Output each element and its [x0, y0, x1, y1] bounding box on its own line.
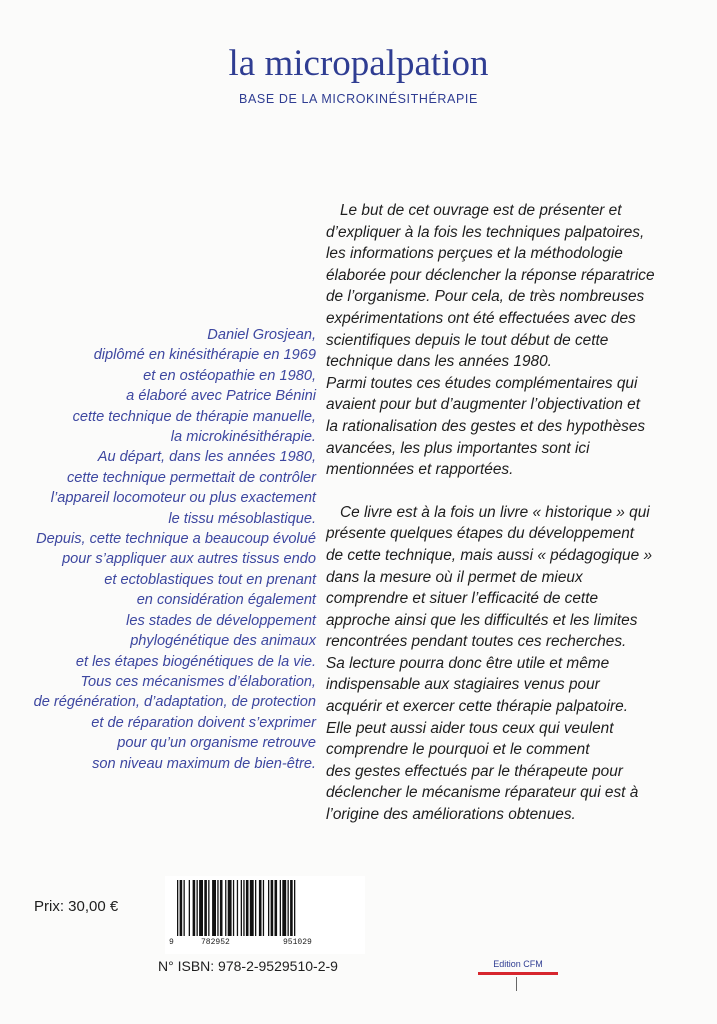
- bio-line: phylogénétique des animaux: [130, 633, 316, 650]
- bio-line: les stades de développement: [126, 612, 316, 629]
- text-line: Elle peut aussi aider tous ceux qui veulent: [326, 719, 614, 737]
- text-line: comprendre le pourquoi et le comment: [326, 741, 590, 759]
- text-line: Le but de cet ouvrage est de présenter et: [340, 202, 622, 219]
- bio-line: la microkinésithérapie.: [170, 429, 316, 446]
- text-line: approche ainsi que les difficultés et les limites: [326, 611, 638, 629]
- bio-line: et en ostéopathie en 1980,: [143, 367, 316, 384]
- bio-line: son niveau maximum de bien-être.: [92, 755, 316, 772]
- text-line: scientifiques depuis le tout début de cette: [326, 331, 609, 349]
- bio-line: Depuis, cette technique a beaucoup évolué: [36, 531, 316, 548]
- bio-line: diplômé en kinésithérapie en 1969: [93, 347, 316, 364]
- price-label: Prix: 30,00 €: [34, 898, 119, 915]
- bio-line: Au départ, dans les années 1980,: [97, 449, 316, 466]
- bio-line: et les étapes biogénétiques de la vie.: [75, 653, 316, 670]
- text-line: Parmi toutes ces études complémentaires qui: [326, 374, 638, 392]
- text-line: indispensable aux stagiaires venus pour: [326, 676, 600, 694]
- description-paragraph-2: [326, 502, 698, 826]
- text-line: avancées, les plus importantes sont ici: [326, 439, 590, 457]
- publisher-name: Edition CFM: [493, 959, 543, 969]
- isbn-label: N° ISBN: 978-2-9529510-2-9: [158, 958, 338, 974]
- text-line: dans la mesure où il permet de mieux: [326, 568, 583, 586]
- text-line: des gestes effectués par le thérapeute pour: [326, 762, 623, 780]
- bio-line: et ectoblastiques tout en prenant: [104, 571, 316, 588]
- book-title: la micropalpation: [228, 43, 489, 84]
- bio-line: pour s’appliquer aux autres tissus endo: [62, 551, 316, 568]
- text-line: avaient pour but d’augmenter l’objectivation et: [326, 396, 640, 414]
- text-line: technique dans les années 1980.: [326, 353, 552, 371]
- bio-line: le tissu mésoblastique.: [168, 510, 316, 527]
- back-cover-description: [326, 200, 698, 826]
- author-bio: [26, 325, 316, 774]
- barcode-bars: [165, 876, 365, 938]
- text-line: Ce livre est à la fois un livre « historique » qui: [340, 503, 650, 521]
- text-line: mentionnées et rapportées.: [326, 461, 514, 479]
- text-line: élaborée pour déclencher la réponse réparatrice: [326, 266, 655, 284]
- barcode-digits-left: 782952: [201, 938, 230, 947]
- text-line: présente quelques étapes du développement: [326, 525, 635, 543]
- bio-line: en considération également: [136, 592, 316, 609]
- text-line: comprendre et situer l’efficacité de cette: [326, 590, 599, 608]
- bio-line: cette technique permettait de contrôler: [66, 469, 316, 486]
- text-line: d’expliquer à la fois les techniques palpatoires,: [326, 223, 645, 241]
- barcode-digit-prefix: 9: [169, 938, 174, 947]
- text-line: l’origine des améliorations obtenues.: [326, 806, 576, 824]
- description-paragraph-1: [326, 200, 698, 481]
- bio-line: Tous ces mécanismes d’élaboration,: [80, 673, 316, 690]
- text-line: Sa lecture pourra donc être utile et même: [326, 654, 610, 672]
- divider: [516, 977, 517, 991]
- text-line: acquérir et exercer cette thérapie palpatoire.: [326, 698, 628, 716]
- bio-line: et de réparation doivent s’exprimer: [91, 714, 316, 731]
- text-line: les informations perçues et la méthodologie: [326, 245, 623, 263]
- bio-line: cette technique de thérapie manuelle,: [72, 408, 316, 425]
- book-subtitle: BASE DE LA MICROKINÉSITHÉRAPIE: [239, 92, 478, 106]
- bio-line: pour qu’un organisme retrouve: [117, 735, 316, 752]
- text-line: de cette technique, mais aussi « pédagogique »: [326, 546, 652, 564]
- text-line: de l’organisme. Pour cela, de très nombreuses: [326, 288, 645, 306]
- bio-line: de régénération, d’adaptation, de protection: [33, 694, 316, 711]
- bio-line: a élaboré avec Patrice Bénini: [126, 388, 316, 405]
- text-line: expérimentations ont été effectuées avec des: [326, 309, 636, 327]
- isbn-barcode: [165, 876, 365, 954]
- bio-line: Daniel Grosjean,: [207, 327, 316, 343]
- publisher-logo: [478, 958, 558, 975]
- text-line: déclencher le mécanisme réparateur qui est à: [326, 784, 639, 802]
- text-line: rencontrées pendant toutes ces recherches.: [326, 633, 627, 651]
- bio-line: l’appareil locomoteur ou plus exactement: [50, 490, 316, 507]
- barcode-digits-right: 951029: [283, 938, 312, 947]
- text-line: la rationalisation des gestes et des hypothèses: [326, 417, 646, 435]
